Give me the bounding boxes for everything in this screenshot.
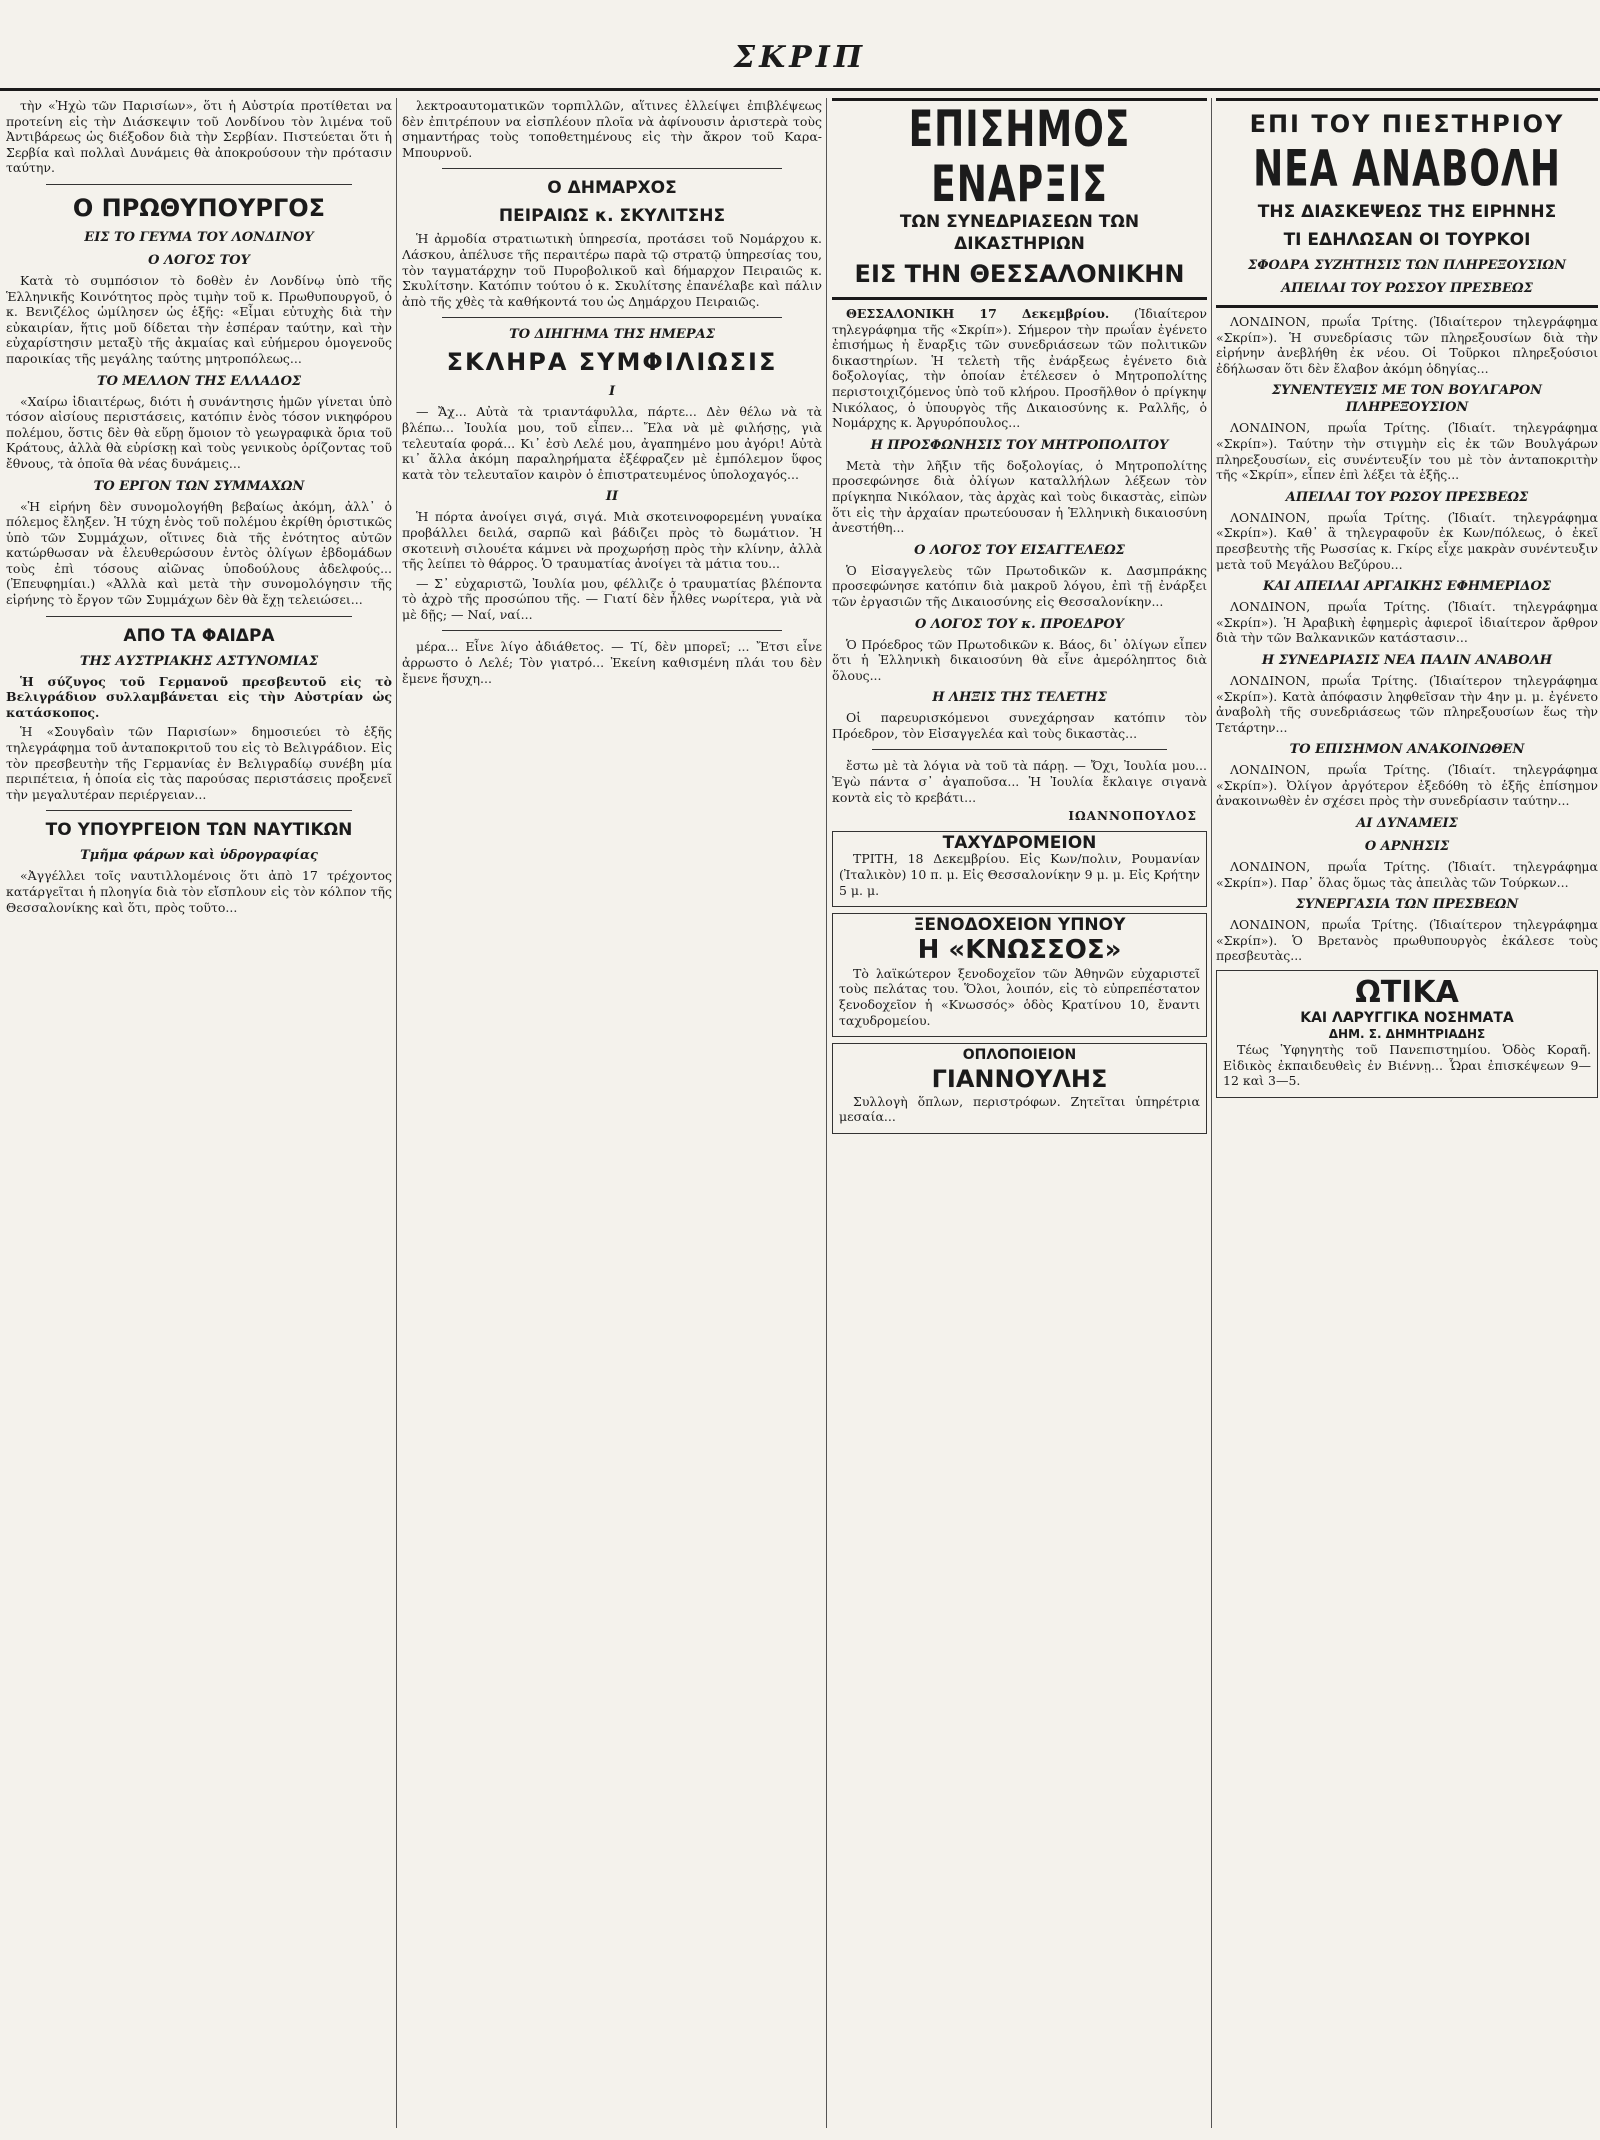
- banner: [832, 98, 1207, 300]
- article-body: ΛΟΝΔΙΝΟΝ, πρωΐα Τρίτης. (Ἰδιαίτ. τηλεγράφημα «Σκρίπ»). Ἡ Ἀραβικὴ ἐφημερὶς ἀφιεροῖ ἰδιαίτερον ἄρθρον διὰ τὴν τῶν Βαλκανικῶν κατάστασιν...: [1216, 599, 1598, 646]
- article-body: ΛΟΝΔΙΝΟΝ, πρωΐα Τρίτης. (Ἰδιαίτ. τηλεγράφημα «Σκρίπ»). Ταύτην τὴν στιγμὴν εἰς ἐκ τῶν Βουλγάρων πληρεξουσίων, εἰς συνέντευξίν του μὲ τὸν ἀνταποκριτὴν τῆς «Σκρίπ», εἶπεν ἐπὶ λέξει τὰ ἑξῆς...: [1216, 420, 1598, 483]
- article-continuation: τὴν «Ἠχὼ τῶν Παρισίων», ὅτι ἡ Αὐστρία προτίθεται να προτείνη εἰς τὴν Διάσκεψιν τοῦ Λονδίνου τὸν λιμένα τοῦ Ἀντιβάρεως ὡς διέξοδον διὰ τὴν Σερβίαν. Πιστεύεται ὅτι ἡ Σερβία καὶ πολλαὶ Δυνάμεις θὰ ἀποκρούσουν τὴν πρότασιν ταύτην.: [6, 98, 392, 176]
- banner-kicker: ΕΠΙ ΤΟΥ ΠΙΕΣΤΗΡΙΟΥ: [1249, 110, 1565, 138]
- separator: [442, 630, 782, 631]
- doctor-ad-name: ΔΗΜ. Σ. ΔΗΜΗΤΡΙΑΔΗΣ: [1328, 1026, 1486, 1041]
- article-subheadline: ΕΙΣ ΤΟ ΓΕΥΜΑ ΤΟΥ ΛΟΝΔΙΝΟΥ: [84, 229, 314, 245]
- gunsmith-ad: [832, 1043, 1207, 1134]
- section-heading: ΚΑΙ ΑΠΕΙΛΑΙ ΑΡΓΑΙΚΗΣ ΕΦΗΜΕΡΙΔΟΣ: [1263, 579, 1551, 595]
- section-heading: Η ΛΗΞΙΣ ΤΗΣ ΤΕΛΕΤΗΣ: [932, 690, 1107, 706]
- story-body: Ἡ πόρτα ἀνοίγει σιγά, σιγά. Μιὰ σκοτεινοφορεμένη γυναίκα προβάλλει δειλά, σαρπῶ καὶ βάδιζει πρὸς τὸ δωμάτιον. Ἡ σκοτεινὴ σιλουέτα κάμνει νὰ προχωρήσῃ πρὸς τὴν κλίνην, ἀλλὰ τῆς λείπει τὸ θάρρος. Ὁ τραυματίας ἀνοίγει τὰ μάτια του...: [402, 509, 822, 572]
- article-body: (Ἰδιαίτερον τηλεγράφημα τῆς «Σκρίπ»). Σήμερον τὴν πρωΐαν ἐγένετο ἐπισήμως ἡ ἔναρξις τῶν συνεδριάσεων τῶν πολιτικῶν δικαστηρίων. Ἡ τελετὴ τῆς ἐνάρξεως ἐγένετο διὰ δοξολογίας, τὴν ὁποίαν ἐτέλεσεν ὁ Μητροπολίτης περιστοιχιζόμενος ὑπὸ τοῦ κλήρου. Προσῆλθον ὁ πρίγκηψ Νικόλαος, ὁ ὑπουργὸς τῆς Δικαιοσύνης κ. Ραλλῆς, ὁ Νομάρχης κ. Ἀργυρόπουλος...: [832, 306, 1207, 431]
- banner-subheadline: ΕΙΣ ΤΗΝ ΘΕΣΣΑΛΟΝΙΚΗΝ: [854, 260, 1185, 288]
- article-body: «Χαίρω ἰδιαιτέρως, διότι ἡ συνάντησις ἡμῶν γίνεται ὑπὸ τόσον αἰσίους περιστάσεις, κατόπιν ἑνὸς τόσον νικηφόρου πολέμου, ὅστις δὲν θὰ εὕρῃ ὅμοιον τὸ γεωγραφικὰ ὅρια τοῦ Κράτους, ἀλλὰ θὰ εὑρίσκῃ καὶ τοὺς γενικοὺς ὁρίζοντας τοῦ ἔθνους, τὰ ὁποῖα θὰ νέας δυνάμεις...: [6, 393, 392, 471]
- banner-subheadline: ΤΩΝ ΣΥΝΕΔΡΙΑΣΕΩΝ ΤΩΝ ΔΙΚΑΣΤΗΡΙΩΝ: [899, 212, 1140, 254]
- banner-subheadline: ΑΠΕΙΛΑΙ ΤΟΥ ΡΩΣΣΟΥ ΠΡΕΣΒΕΩΣ: [1281, 281, 1533, 296]
- article-body: ΛΟΝΔΙΝΟΝ, πρωΐα Τρίτης. (Ἰδιαίτ. τηλεγράφημα «Σκρίπ»). Καθ᾽ ἃ τηλεγραφοῦν ἐκ Κων/πόλεως, ὁ ἐκεῖ πρεσβευτὴς τῆς Ρωσσίας κ. Γκίρς εἶχε μακρὰν συνέντευξιν μετὰ τοῦ Μεγάλου Βεζύρου...: [1216, 509, 1598, 572]
- article-body: Μετὰ τὴν λῆξιν τῆς δοξολογίας, ὁ Μητροπολίτης προσεφώνησε διὰ ὀλίγων καταλλήλων λέξεων τὸν πρίγκηπα Νικόλαον, τὰς ἀρχὰς καὶ τοὺς δικαστὰς, εἰπὼν ὅτι εἰς τὴν ἀρχαίαν πρωτεύουσαν ἡ Ἑλληνικὴ δικαιοσύνη ἀνεστήθη...: [832, 457, 1207, 536]
- section-heading: ΤΟ ΕΡΓΟΝ ΤΩΝ ΣΥΜΜΑΧΩΝ: [93, 478, 305, 494]
- article-body: Ὁ Εἰσαγγελεὺς τῶν Πρωτοδικῶν κ. Δασμπράκης προσεφώνησε κατόπιν διὰ μακροῦ λόγου, ἐπὶ τῇ ἐνάρξει τῶν ἐργασιῶν τῆς Δικαιοσύνης εἰς Θεσσαλονίκην...: [832, 562, 1207, 609]
- banner-subheadline: ΣΦΟΔΡΑ ΣΥΖΗΤΗΣΙΣ ΤΩΝ ΠΛΗΡΕΞΟΥΣΙΩΝ: [1248, 258, 1566, 273]
- article-subheadline: Τμῆμα φάρων καὶ ὑδρογραφίας: [80, 848, 318, 864]
- story-headline: ΣΚΛΗΡΑ ΣΥΜΦΙΛΙΩΣΙΣ: [446, 348, 778, 377]
- section-heading: Ο ΛΟΓΟΣ ΤΟΥ ΕΙΣΑΓΓΕΛΕΩΣ: [914, 542, 1125, 558]
- banner: [1216, 98, 1598, 308]
- gunsmith-ad-body: Συλλογὴ ὅπλων, περιστρόφων. Ζητεῖται ὑπηρέτρια μεσαία...: [839, 1093, 1200, 1125]
- article-body: ΛΟΝΔΙΝΟΝ, πρωΐα Τρίτης. (Ἰδιαίτ. τηλεγράφημα «Σκρίπ»). Παρ᾽ ὅλας ὅμως τὰς ἀπειλὰς τῶν Τούρκων...: [1216, 859, 1598, 890]
- dateline: ΘΕΣΣΑΛΟΝΙΚΗ 17 Δεκεμβρίου.: [846, 306, 1110, 321]
- banner-subheadline: ΤΗΣ ΔΙΑΣΚΕΨΕΩΣ ΤΗΣ ΕΙΡΗΝΗΣ: [1257, 202, 1557, 222]
- article-headline: Ο ΠΡΩΘΥΠΟΥΡΓΟΣ: [72, 193, 326, 222]
- story-continuation: μέρα... Εἶνε λίγο ἀδιάθετος. — Τί, δὲν μπορεῖ; ... Ἔτσι εἶνε ἀρρωστο ὁ Λελέ; Τὸν γιατρό... Ἐκείνη καθισμένη πλάι του δὲν ἔμενε ἥσυχη...: [402, 639, 822, 686]
- banner-headline: ΝΕΑ ΑΝΑΒΟΛΗ: [1253, 140, 1561, 198]
- section-heading: ΑΠΕΙΛΑΙ ΤΟΥ ΡΩΣΟΥ ΠΡΕΣΒΕΩΣ: [1285, 489, 1529, 505]
- column-3: [832, 98, 1207, 2128]
- gunsmith-ad-title: ΟΠΛΟΠΟΙΕΙΟΝ: [962, 1047, 1077, 1064]
- article-body: «Ἡ εἰρήνη δὲν συνομολογήθη βεβαίως ἀκόμη, ἀλλ᾽ ὁ πόλεμος ἔληξεν. Ἡ τύχη ἑνὸς τοῦ πολέμου ἐκρίθη ὁριστικῶς ὑπὸ τῶν Συμμάχων, οἵτινες διὰ τῆς ἐνότητος αὐτῶν κατώρθωσαν νὰ ἐλευθερώσουν ἐντὸς ὀλίγων ἑβδομάδων τοὺς ἐπὶ τόσους αἰῶνας ὑποδούλους ἀδελφούς... (Ἐπευφημίαι.) «Ἀλλὰ καὶ μετὰ τὴν συνομολόγησιν τῆς εἰρήνης τὸ ἔργον τῶν Συμμάχων δὲν θὰ ἔχῃ τελειώσει...: [6, 498, 392, 608]
- separator: [46, 184, 352, 185]
- story-part-number: ΙΙ: [605, 489, 619, 505]
- section-heading: ΣΥΝΕΝΤΕΥΞΙΣ ΜΕ ΤΟΝ ΒΟΥΛΓΑΡΟΝ ΠΛΗΡΕΞΟΥΣΙΟΝ: [1271, 383, 1543, 416]
- article-body: Ἡ ἀρμοδία στρατιωτικὴ ὑπηρεσία, προτάσει τοῦ Νομάρχου κ. Λάσκου, ἀπέλυσε τῆς περαιτέρω παρὰ τῷ στρατῷ ὑπηρεσίας του, τὸν ταγματάρχην τοῦ Πυροβολικοῦ καὶ δήμαρχον Πειραιῶς κ. Σκυλίτσην. Κατόπιν τούτου ὁ κ. Σκυλίτσης ἐπανέλαβε καὶ πάλιν ἀπὸ τῆς χθὲς τὰ καθήκοντά του ὡς Δημάρχου Πειραιῶς.: [402, 231, 822, 309]
- section-heading: Ο ΛΟΓΟΣ ΤΟΥ κ. ΠΡΟΕΔΡΟΥ: [915, 616, 1124, 632]
- column-divider: [826, 98, 827, 2128]
- article-body: ΛΟΝΔΙΝΟΝ, πρωΐα Τρίτης. (Ἰδιαίτερον τηλεγράφημα «Σκρίπ»). Ὁ Βρετανὸς πρωθυπουργὸς ἐκάλεσε τοὺς πρεσβευτὰς...: [1216, 917, 1598, 964]
- hotel-ad-title: ΞΕΝΟΔΟΧΕΙΟΝ ΥΠΝΟΥ: [913, 915, 1126, 936]
- article-lead: Ἡ σύζυγος τοῦ Γερμανοῦ πρεσβευτοῦ εἰς τὸ Βελιγράδιον συλλαμβάνεται εἰς τὴν Αὐστρίαν ὡς κατάσκοπος.: [6, 673, 392, 720]
- story-continuation: ἔστω μὲ τὰ λόγια νὰ τοῦ τὰ πάρῃ. — Ὄχι, Ἰουλία μου... Ἐγὼ πάντα σ᾽ ἀγαποῦσα... Ἡ Ἰουλία ἔκλαιγε σιγανὰ κοντὰ εἰς τὸ κρεβάτι...: [832, 758, 1207, 805]
- post-notice-title: ΤΑΧΥΔΡΟΜΕΙΟΝ: [942, 832, 1097, 853]
- article-headline: ΤΟ ΥΠΟΥΡΓΕΙΟΝ ΤΩΝ ΝΑΥΤΙΚΩΝ: [45, 820, 353, 841]
- separator: [46, 616, 352, 617]
- story-kicker: ΤΟ ΔΙΗΓΗΜΑ ΤΗΣ ΗΜΕΡΑΣ: [509, 327, 715, 343]
- story-body: — Σ᾽ εὐχαριστῶ, Ἰουλία μου, φέλλιζε ὁ τραυματίας βλέποντα τὸ ἀχρὸ τῆς προσώπου τῆς. — Γιατί δὲν ἦλθες νωρίτερα, γιὰ νὰ μὲ δῇς; — Ναί, ναί...: [402, 575, 822, 622]
- section-heading: ΤΟ ΜΕΛΛΟΝ ΤΗΣ ΕΛΛΑΔΟΣ: [96, 373, 302, 389]
- doctor-ad: [1216, 970, 1598, 1098]
- section-heading: Η ΠΡΟΣΦΩΝΗΣΙΣ ΤΟΥ ΜΗΤΡΟΠΟΛΙΤΟΥ: [870, 437, 1169, 453]
- article-body: ΛΟΝΔΙΝΟΝ, πρωΐα Τρίτης. (Ἰδιαίτερον τηλεγράφημα «Σκρίπ»). Κατὰ ἀπόφασιν ληφθεῖσαν τὴν 4ην μ. μ. ἐγένετο ἀναβολὴ τῆς συνεδριάσεως τῶν πληρεξουσίων ἕως τὴν Τετάρτην...: [1216, 672, 1598, 735]
- doctor-ad-subtitle: ΚΑΙ ΛΑΡΥΓΓΙΚΑ ΝΟΣΗΜΑΤΑ: [1300, 1010, 1514, 1027]
- separator: [872, 749, 1167, 750]
- article-body: ΛΟΝΔΙΝΟΝ, πρωΐα Τρίτης. (Ἰδιαίτερον τηλεγράφημα «Σκρίπ»). Ἡ συνεδρίασις τῶν πληρεξουσίων διὰ τὴν εἰρήνην ἀνεβλήθη ἐκ νέου. Οἱ Τοῦρκοι πληρεξούσιοι ἐδήλωσαν ὅτι δὲν ἔλαβον ἀκόμη ὁδηγίας...: [1216, 314, 1598, 376]
- masthead-rule: [0, 88, 1600, 91]
- hotel-ad-body: Τὸ λαϊκώτερον ξενοδοχεῖον τῶν Ἀθηνῶν εὐχαριστεῖ τοὺς πελάτας του. Ὅλοι, λοιπόν, εἰς τὸ εὐπρεπέστατον ξενοδοχεῖον ἡ «Κνωσσός» ὁδὸς Κρατίνου 10, ἔναντι ταχυδρομείου.: [839, 965, 1200, 1028]
- post-notice-body: ΤΡΙΤΗ, 18 Δεκεμβρίου. Εἰς Κων/πολιν, Ρουμανίαν (Ἰταλικὸν) 10 π. μ. Εἰς Θεσσαλονίκην 9 μ. μ. Εἰς Κρήτην 5 μ. μ.: [839, 851, 1200, 898]
- column-2: [402, 98, 822, 2128]
- column-divider: [396, 98, 397, 2128]
- hotel-ad: [832, 913, 1207, 1037]
- article-headline: Ο ΔΗΜΑΡΧΟΣ: [547, 178, 677, 199]
- masthead: [0, 0, 1600, 92]
- article-body: ΛΟΝΔΙΝΟΝ, πρωΐα Τρίτης. (Ἰδιαίτ. τηλεγράφημα «Σκρίπ»). Ὀλίγον ἀργότερον ἐξεδόθη τὸ ἑξῆς ἐπίσημον ἀνακοινωθὲν ἐν σχέσει πρὸς τὴν συνεδρίασιν ταύτην...: [1216, 762, 1598, 809]
- banner-headline: ΕΠΙΣΗΜΟΣ ΕΝΑΡΞΙΣ: [908, 100, 1131, 214]
- article-subheadline: ΠΕΙΡΑΙΩΣ κ. ΣΚΥΛΙΤΣΗΣ: [498, 206, 726, 227]
- gunsmith-ad-name: ΓΙΑΝΝΟΥΛΗΣ: [931, 1064, 1108, 1093]
- article-body: «Ἀγγέλλει τοῖς ναυτιλλομένοις ὅτι ἀπὸ 17 τρέχοντος κατάργεῖται ἡ πλοηγία διὰ τὸν εἴσπλουν εἰς τὸν κόλπον τῆς Θεσσαλονίκης καὶ ὅτι, πρὸς τοῦτο...: [6, 868, 392, 915]
- column-1: [6, 98, 392, 2128]
- article-body: Οἱ παρευρισκόμενοι συνεχάρησαν κατόπιν τὸν Πρόεδρον, τὸν Εἰσαγγελέα καὶ τοὺς δικαστὰς...: [832, 710, 1207, 741]
- post-notice: [832, 831, 1207, 907]
- separator: [46, 810, 352, 811]
- article-continuation: λεκτροαυτοματικῶν τορπιλλῶν, αἵτινες ἐλλείψει ἐπιβλέψεως δὲν ἐπιτρέπουν να εἰσπλέουν πλοῖα νὰ ἀφίνουσιν ἀριστερὰ τοὺς σημαντήρας τοὺς τοποθετημένους εἰς τὴν ἄκρον τοῦ Καρα-Μπουρνοῦ.: [402, 98, 822, 160]
- column-divider: [1211, 98, 1212, 2128]
- column-4: [1216, 98, 1598, 2128]
- section-heading: ΣΥΝΕΡΓΑΣΙΑ ΤΩΝ ΠΡΕΣΒΕΩΝ: [1295, 897, 1519, 913]
- article-headline: ΑΠΟ ΤΑ ΦΑΙΔΡΑ: [123, 625, 275, 646]
- separator: [442, 168, 782, 169]
- article-subheadline: ΤΗΣ ΑΥΣΤΡΙΑΚΗΣ ΑΣΤΥΝΟΜΙΑΣ: [79, 653, 319, 669]
- story-body: — Ἄχ... Αὐτὰ τὰ τριαντάφυλλα, πάρτε... Δὲν θέλω νὰ τὰ βλέπω... Ἰουλία μου, τοῦ εἶπεν... Ἔλα νὰ μὲ φιλήσῃς, γιὰ τελευταία φορά... Κι᾽ ἐσὺ Λελέ μου, ἀγαπημένο μου ἀγόρι! Αὐτὰ κι᾽ ἄλλα ἀκόμη παραληρήματα ἐξέφραζεν μὲ ἐμπόλεμον ὕφος κατὰ τὸν τελευταῖον καιρὸν ὁ ἐπιστρατευμένος ὑπολοχαγός...: [402, 404, 822, 482]
- banner-subheadline: ΤΙ ΕΔΗΛΩΣΑΝ ΟΙ ΤΟΥΡΚΟΙ: [1283, 230, 1531, 250]
- story-part-number: Ι: [608, 384, 616, 400]
- section-heading: ΤΟ ΕΠΙΣΗΜΟΝ ΑΝΑΚΟΙΝΩΘΕΝ: [1289, 742, 1525, 758]
- article-body: Ἡ «Σουγδαὶν τῶν Παρισίων» δημοσιεύει τὸ ἑξῆς τηλεγράφημα τοῦ ἀνταποκριτοῦ του εἰς τὸ Βελιγράδιον. Εἰς τὸν πρεσβευτὴν τῆς Γερμανίας ἐν Βελιγραδίῳ συνέβη μία περιπέτεια, ἡ ὁποία εἰς τὰς παρούσας περιστάσεις προξενεῖ τὴν μεγαλυτέραν περιέργειαν...: [6, 724, 392, 802]
- section-subheading: Ο ΑΡΝΗΣΙΣ: [1364, 839, 1450, 855]
- doctor-ad-title: ΩΤΙΚΑ: [1355, 975, 1459, 1011]
- doctor-ad-body: Τέως Ὑφηγητὴς τοῦ Πανεπιστημίου. Ὁδὸς Κοραῆ. Εἰδικὸς ἐκπαιδευθεὶς ἐν Βιέννῃ... Ὧραι ἐπισκέψεων 9—12 καὶ 3—5.: [1223, 1042, 1591, 1089]
- article-body: Ὁ Πρόεδρος τῶν Πρωτοδικῶν κ. Βάος, δι᾽ ὀλίγων εἶπεν ὅτι ἡ Ἑλληνικὴ δικαιοσύνη θὰ εἶνε ἀμερόληπτος διὰ ὅλους...: [832, 636, 1207, 683]
- article-body: Κατὰ τὸ συμπόσιον τὸ δοθὲν ἐν Λονδίνῳ ὑπὸ τῆς Ἑλληνικῆς Κοινότητος πρὸς τιμὴν τοῦ κ. Πρωθυπουργοῦ, ὁ κ. Βενιζέλος ὡμίλησεν ὡς ἑξῆς: «Εἶμαι εὐτυχὴς διὰ τὴν εὐκαιρίαν, ἥτις μοῦ δίδεται τὴν ἑσπέραν ταύτην, καὶ τὴν εὐχαρίστησιν μεταξὺ τῆς ἀκμαίας καὶ εὐήμερου ὁμογενοῦς παροικίας τῆς μεγάλης ταύτης μητροπόλεως...: [6, 272, 392, 366]
- article-subheadline: Ο ΛΟΓΟΣ ΤΟΥ: [148, 252, 250, 268]
- paper-name: ΣΚΡΙΠ: [733, 40, 867, 75]
- separator: [442, 317, 782, 318]
- section-heading: ΑΙ ΔΥΝΑΜΕΙΣ: [1356, 816, 1458, 832]
- section-heading: Η ΣΥΝΕΔΡΙΑΣΙΣ ΝΕΑ ΠΑΛΙΝ ΑΝΑΒΟΛΗ: [1261, 652, 1553, 668]
- hotel-ad-name: Η «ΚΝΩΣΣΟΣ»: [917, 934, 1122, 965]
- story-author: ΙΩΑΝΝΟΠΟΥΛΟΣ: [1068, 809, 1197, 824]
